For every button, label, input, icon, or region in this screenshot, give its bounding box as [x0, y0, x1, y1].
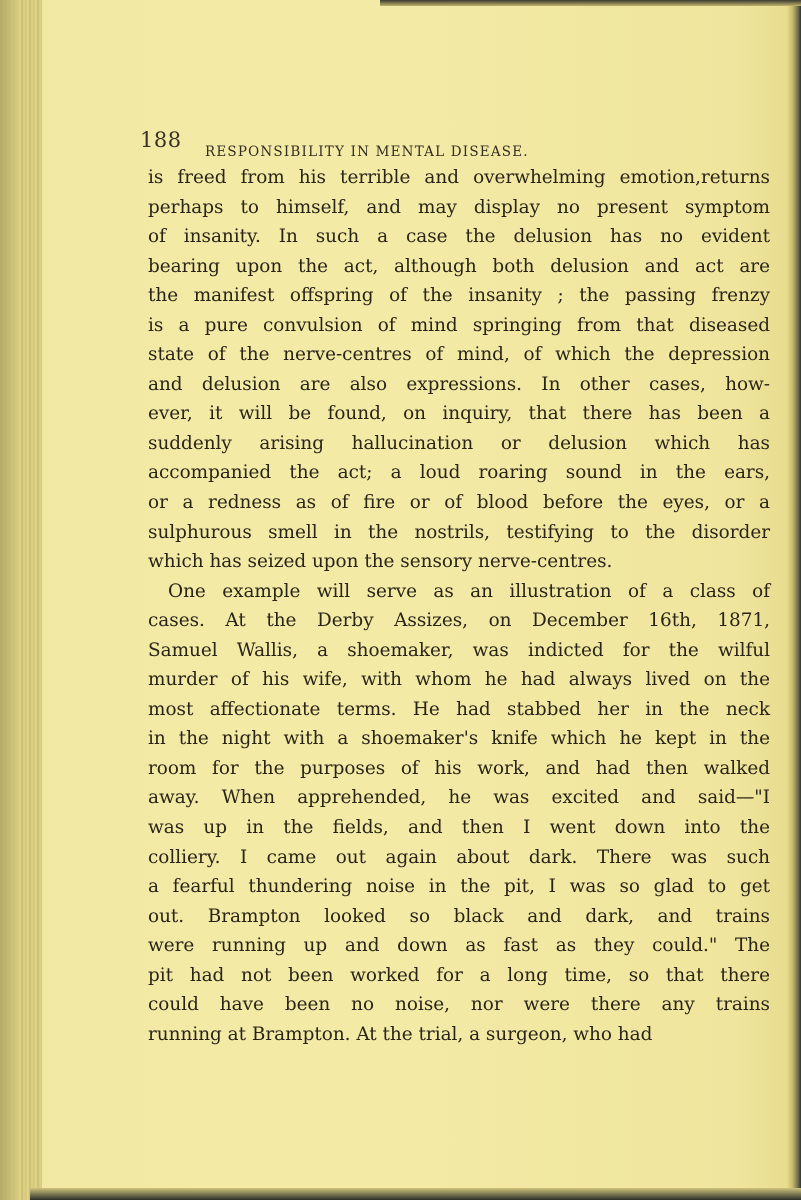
- text-line: is a pure convulsion of mind springing from that diseased: [148, 314, 770, 336]
- page-bottom-edge: [30, 1188, 801, 1200]
- text-line: sulphurous smell in the nostrils, testifying to the disorder: [148, 521, 770, 543]
- text-line: Samuel Wallis, a shoemaker, was indicted for the wilful: [148, 639, 770, 661]
- text-line: accompanied the act; a loud roaring sound in the ears,: [148, 462, 770, 484]
- page-header: [140, 128, 660, 164]
- text-line: room for the purposes of his work, and had then walked: [148, 757, 770, 779]
- page-number: 188: [140, 128, 182, 152]
- text-line: and delusion are also expressions. In other cases, how-: [148, 373, 770, 395]
- text-line: is freed from his terrible and overwhelming emotion,returns: [148, 167, 770, 188]
- text-line: state of the nerve-centres of mind, of which the depression: [148, 344, 770, 366]
- text-line: the manifest offspring of the insanity ; the passing frenzy: [148, 285, 770, 307]
- text-line: cases. At the Derby Assizes, on December 16th, 1871,: [148, 610, 770, 632]
- text-line: murder of his wife, with whom he had always lived on the: [148, 669, 770, 691]
- text-line: which has seized upon the sensory nerve-centres.: [148, 551, 613, 573]
- text-line: colliery. I came out again about dark. There was such: [148, 846, 770, 868]
- text-line: a fearful thundering noise in the pit, I was so glad to get: [148, 876, 770, 898]
- page-binding-gutter: [0, 0, 42, 1200]
- running-head: RESPONSIBILITY IN MENTAL DISEASE.: [205, 144, 529, 160]
- text-line: out. Brampton looked so black and dark, and trains: [148, 905, 770, 927]
- text-line: or a redness as of fire or of blood before the eyes, or a: [148, 492, 770, 514]
- page-right-edge: [787, 0, 801, 1200]
- body-text: [148, 163, 770, 1049]
- text-line: most affectionate terms. He had stabbed her in the neck: [148, 698, 770, 720]
- text-line: bearing upon the act, although both delusion and act are: [148, 255, 770, 277]
- text-line: of insanity. In such a case the delusion has no evident: [148, 226, 770, 248]
- text-line: away. When apprehended, he was excited and said—"I: [148, 787, 770, 809]
- text-line: pit had not been worked for a long time, so that there: [148, 964, 770, 986]
- text-line: was up in the fields, and then I went down into the: [148, 817, 770, 839]
- text-line: ever, it will be found, on inquiry, that there has been a: [148, 403, 770, 425]
- page-top-edge: [380, 0, 801, 6]
- text-line: perhaps to himself, and may display no present symptom: [148, 196, 770, 218]
- text-line: running at Brampton. At the trial, a surgeon, who had: [148, 1023, 653, 1045]
- text-line: could have been no noise, nor were there any trains: [148, 994, 770, 1016]
- text-line: in the night with a shoemaker's knife which he kept in the: [148, 728, 770, 750]
- text-line: One example will serve as an illustration of a class of: [168, 580, 770, 602]
- text-line: suddenly arising hallucination or delusion which has: [148, 432, 770, 454]
- text-line: were running up and down as fast as they could." The: [148, 935, 770, 957]
